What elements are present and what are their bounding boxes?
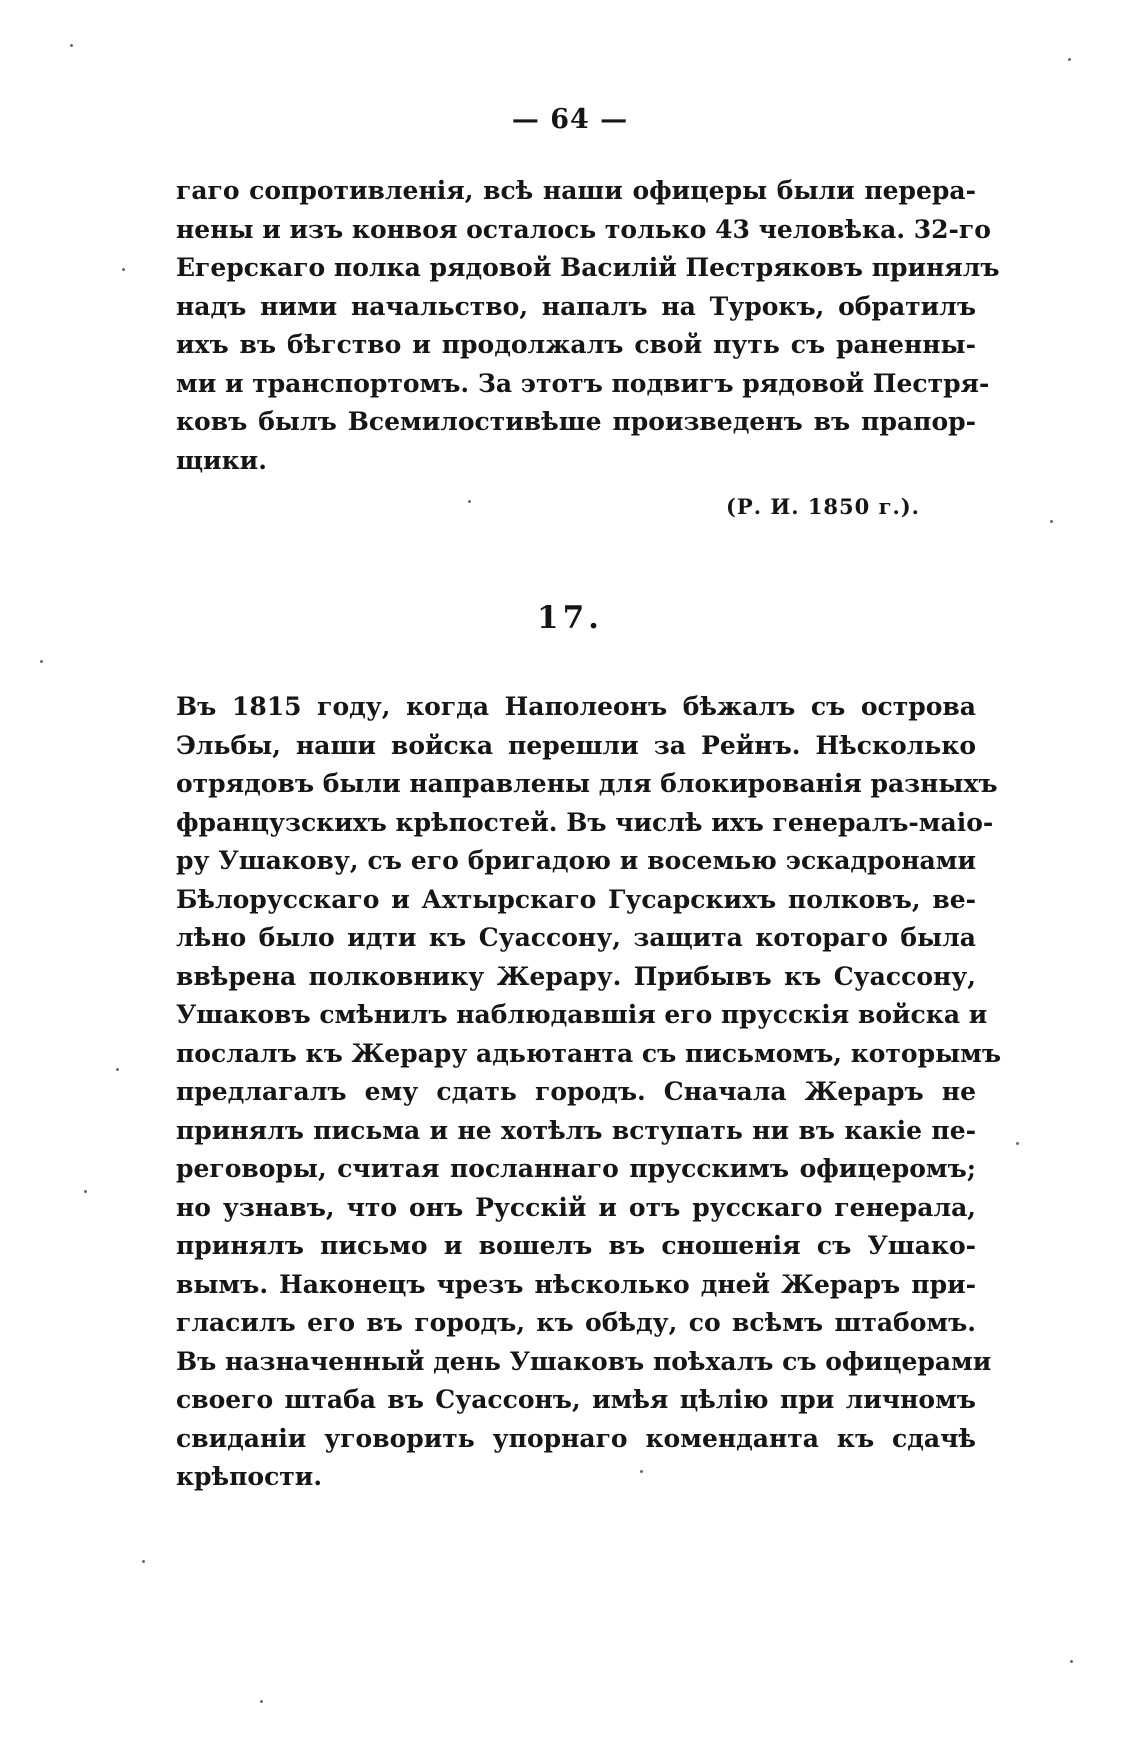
text-line: Въ 1815 году, когда Наполеонъ бѣжалъ съ острова (176, 692, 976, 721)
text-line: принялъ письма и не хотѣлъ вступать ни въ какіе пе- (176, 1115, 976, 1145)
paper-speck (84, 1190, 87, 1193)
section-number: 17. (537, 600, 603, 636)
text-line: ми и транспортомъ. За этотъ подвигъ рядовой Пестря- (176, 368, 990, 398)
paper-speck (260, 1700, 263, 1703)
text-line: послалъ къ Жерару адьютанта съ письмомъ, которымъ (176, 1038, 1002, 1068)
text-line: гаго сопротивленія, всѣ наши офицеры были перера- (176, 176, 976, 205)
story-17-text (176, 688, 1002, 1497)
text-line: Въ назначенный день Ушаковъ поѣхалъ съ офицерами (176, 1346, 992, 1376)
text-line: ввѣрена полковнику Жерару. Прибывъ къ Суассону, (176, 961, 976, 991)
paper-speck (468, 500, 471, 503)
text-line: Егерскаго полка рядовой Василій Пестряковъ принялъ (176, 253, 1000, 282)
text-line: но узнавъ, что онъ Русскій и отъ русскаго генерала, (176, 1192, 976, 1222)
text-line: Эльбы, наши войска перешли за Рейнъ. Нѣсколько (176, 730, 976, 760)
paper-speck (640, 1470, 643, 1473)
text-line: своего штаба въ Суассонъ, имѣя цѣлію при личномъ (176, 1385, 976, 1414)
text-line: французскихъ крѣпостей. Въ числѣ ихъ генералъ-маіо- (176, 807, 994, 837)
text-line: предлагалъ ему сдать городъ. Сначала Жераръ не (176, 1077, 976, 1106)
text-line: принялъ письмо и вошелъ въ сношенія съ Ушако- (176, 1231, 976, 1260)
text-line: щики. (176, 445, 267, 475)
page-number: — 64 — (511, 104, 629, 135)
text-line: Бѣлорусскаго и Ахтырскаго Гусарскихъ полковъ, ве- (176, 884, 976, 914)
text-line: надъ ними начальство, напалъ на Турокъ, обратилъ (176, 291, 976, 321)
paper-speck (142, 1560, 145, 1563)
text-line: отрядовъ были направлены для блокированія разныхъ (176, 769, 998, 798)
text-line: крѣпости. (176, 1462, 323, 1491)
source-citation: (Р. И. 1850 г.). (726, 494, 920, 519)
text-line: реговоры, считая посланнаго прусскимъ офицеромъ; (176, 1154, 976, 1183)
text-line: лѣно было идти къ Суассону, защита котораго была (176, 923, 976, 952)
paper-speck (1050, 520, 1053, 523)
text-line: гласилъ его въ городъ, къ обѣду, со всѣмъ штабомъ. (176, 1308, 976, 1337)
text-line: ру Ушакову, съ его бригадою и восемью эскадронами (176, 846, 976, 875)
paper-speck (1068, 58, 1071, 61)
text-line: нены и изъ конвоя осталось только 43 человѣка. 32-го (176, 214, 991, 244)
paper-speck (116, 1068, 119, 1071)
paper-speck (40, 660, 43, 663)
story-16-text (176, 172, 1000, 480)
text-line: Ушаковъ смѣнилъ наблюдавшія его прусскія войска и (176, 1000, 988, 1029)
paper-speck (122, 268, 125, 271)
text-line: вымъ. Наконецъ чрезъ нѣсколько дней Жераръ при- (176, 1269, 976, 1299)
text-line: ихъ въ бѣгство и продолжалъ свой путь съ раненны- (176, 330, 976, 359)
paper-speck (70, 44, 73, 47)
text-line: ковъ былъ Всемилостивѣше произведенъ въ прапор- (176, 407, 976, 436)
paper-speck (1016, 1142, 1019, 1145)
paper-speck (1070, 1660, 1073, 1663)
text-line: свиданіи уговорить упорнаго коменданта къ сдачѣ (176, 1423, 976, 1453)
